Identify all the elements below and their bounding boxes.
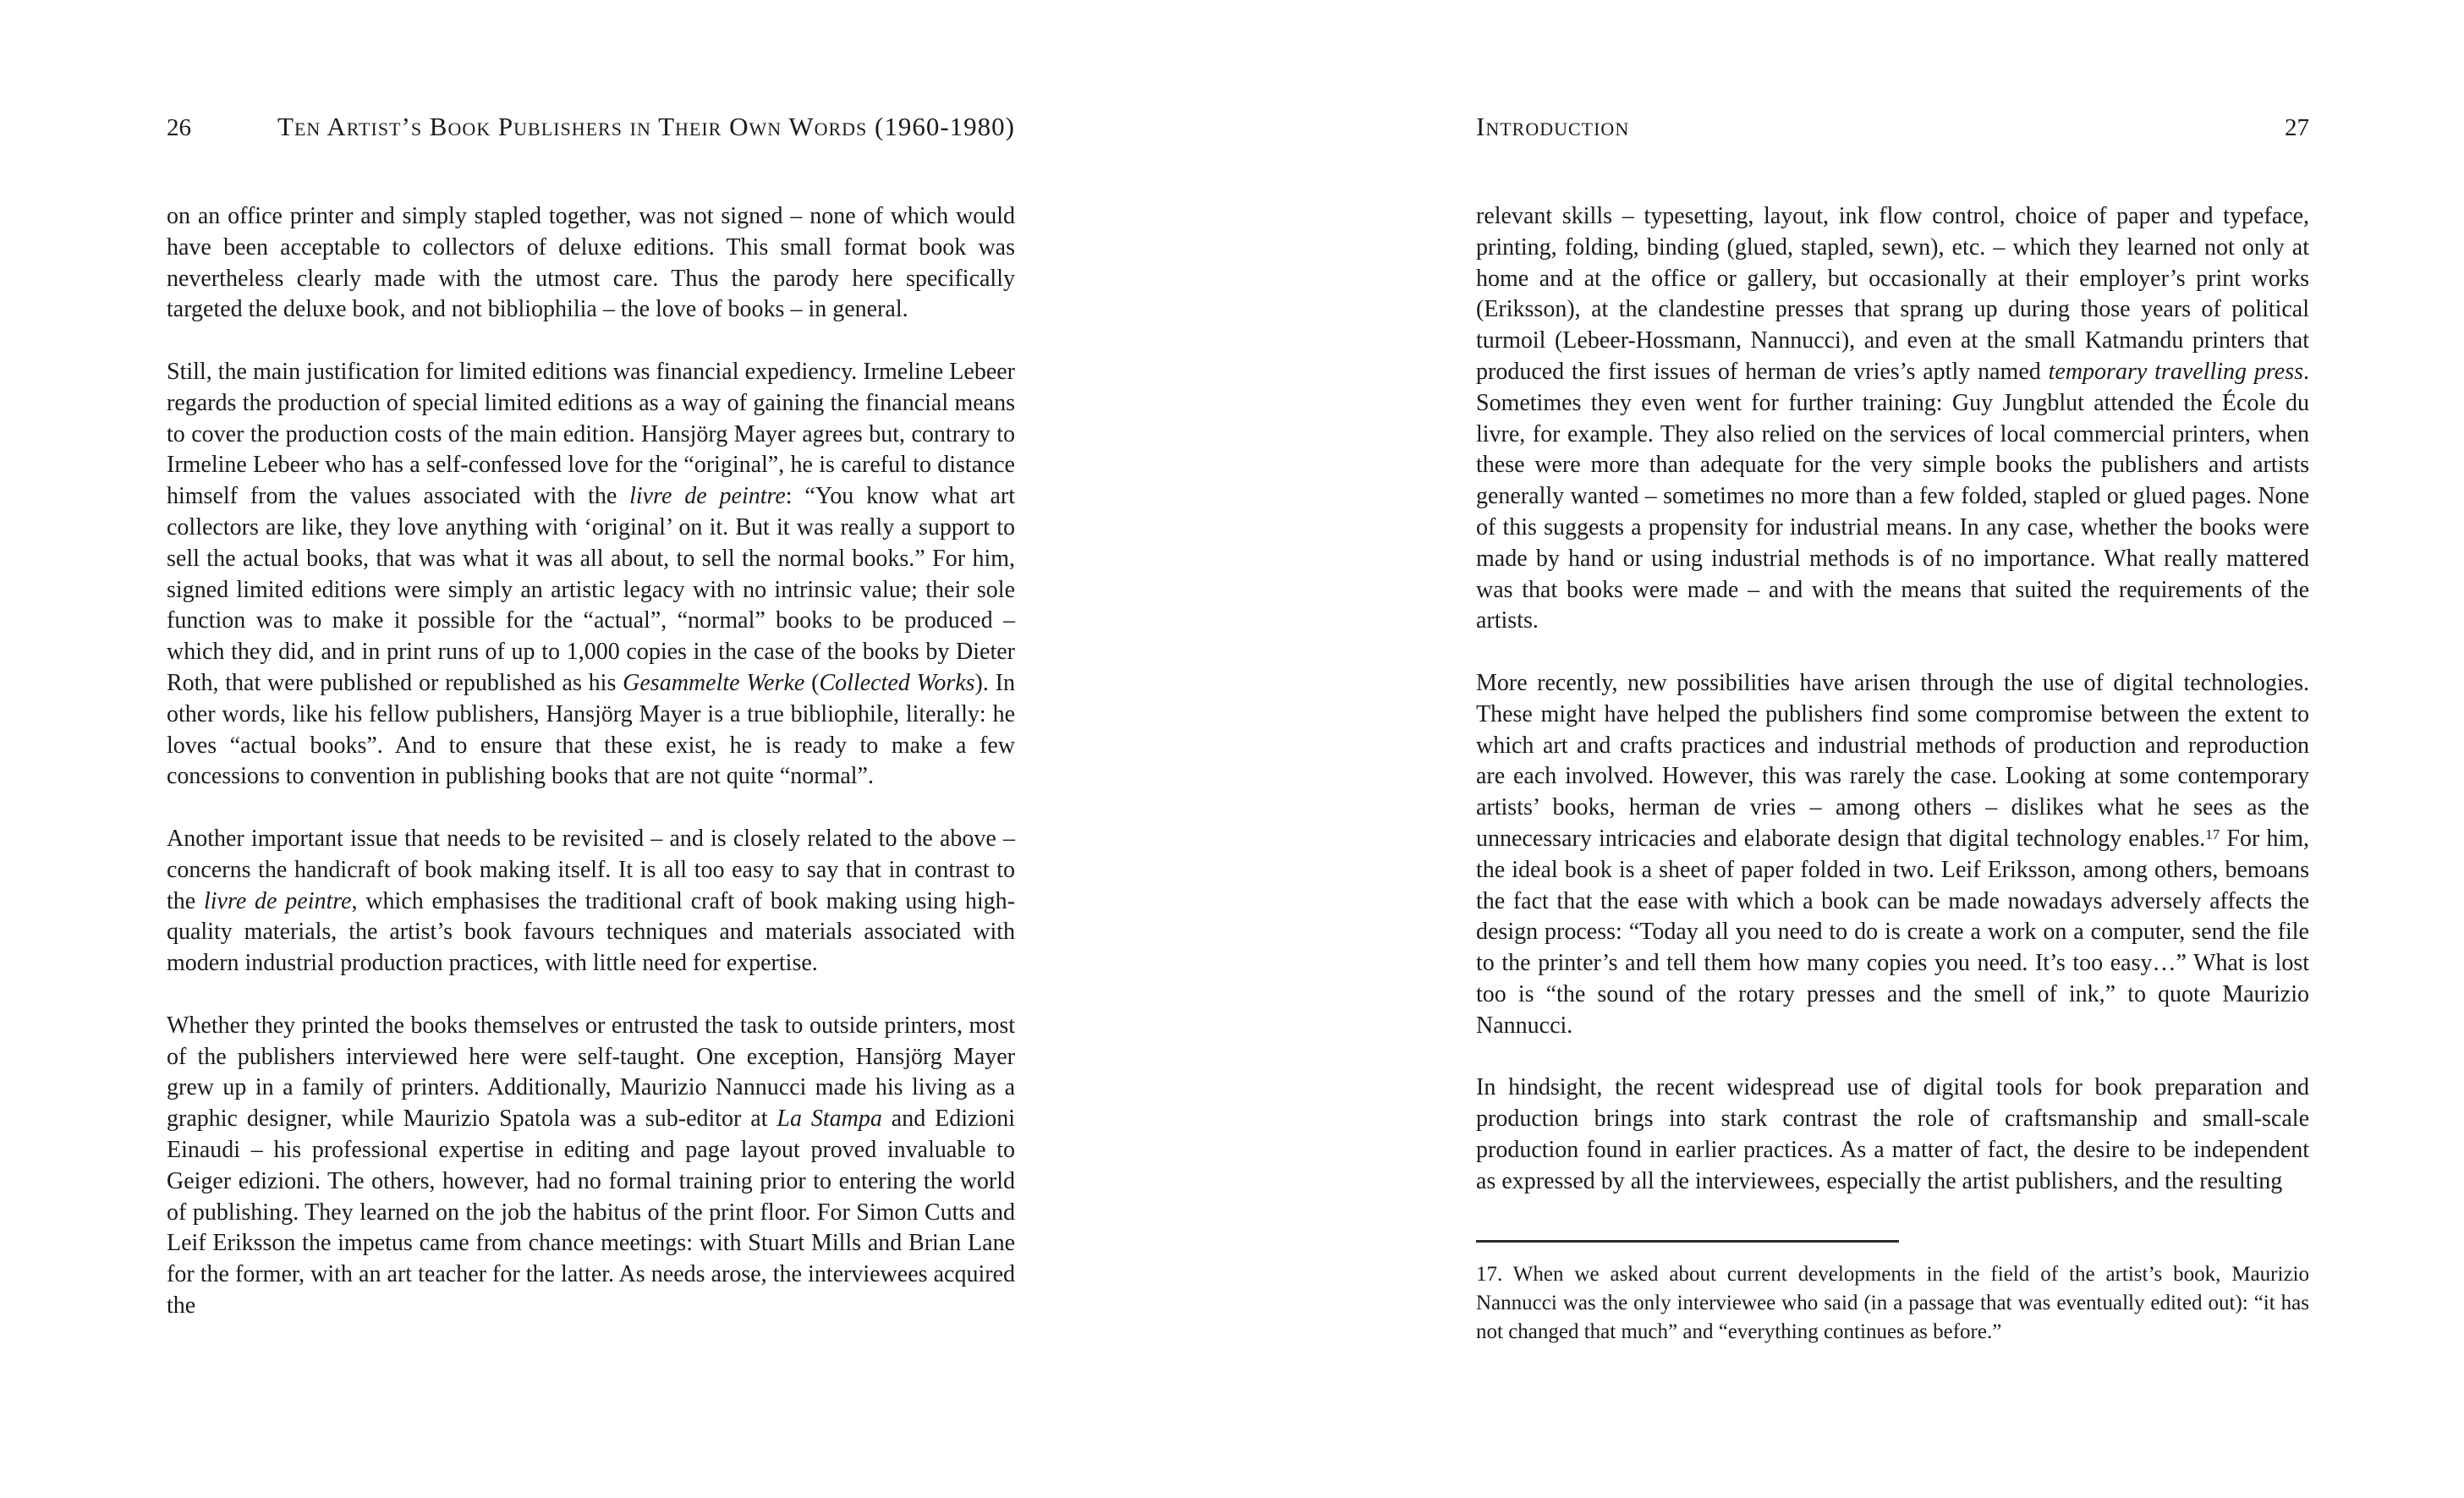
footnote	[1476, 1260, 2309, 1347]
running-head-left: Ten Artist’s Book Publishers in Their Own Words (1960-1980)	[277, 112, 1015, 141]
text-run: , which emphasises the traditional craft of book making using high-quality materials, the artist’s book favours techniques and materials associated with modern industrial production practices, with little need for expertise.	[167, 887, 1015, 977]
text-run: relevant skills – typesetting, layout, ink flow control, choice of paper and typeface, printing, folding, binding (glued, stapled, sewn), etc. – which they learned not only at home and at the office or gallery, but occasionally at their employer’s print works (Eriksson), at the clandestine presses that sprang up during those years of political turmoil (Lebeer-Hossmann, Nannucci), and even at the small Katmandu printers that produced the first issues of herman de vries’s aptly named	[1476, 203, 2309, 385]
italic-text: Collected Works	[819, 669, 975, 696]
italic-text: temporary travelling press	[2048, 358, 2303, 385]
text-run: For him, the ideal book is a sheet of paper folded in two. Leif Eriksson, among others, bemoans the fact that the ease with which a book can be made nowadays adversely affects the design process: “Today all you need to do is create a work on a computer, send the file to the printer’s and tell them how many copies you need. It’s too easy…” What is lost too is “the sound of the rotary presses and the smell of ink,” to quote Maurizio Nannucci.	[1476, 825, 2309, 1039]
text-run: . Sometimes they even went for further training: Guy Jungblut attended the École du livre, for example. They also relied on the services of local commercial printers, when these were more than adequate for the very simple books the publishers and artists generally wanted – sometimes no more than a few folded, stapled or glued pages. None of this suggests a propensity for industrial means. In any case, whether the books were made by hand or using industrial methods is of no importance. What really mattered was that books were made – and with the means that suited the requirements of the artists.	[1476, 358, 2309, 634]
text-run: ). In other words, like his fellow publishers, Hansjörg Mayer is a true bibliophile, literally: he loves “actual books”. And to ensure that these exist, he is ready to make a few concessions to convention in publishing books that are not quite “normal”.	[167, 669, 1016, 790]
italic-text: livre de peintre	[629, 483, 786, 510]
text-run: Whether they printed the books themselves or entrusted the task to outside printers, most of the publishers interviewed here were self-taught. One exception, Hansjörg Mayer grew up in a family of printers. Additionally, Maurizio Nannucci made his living as a graphic designer, while Maurizio Spatola was a sub-editor at	[167, 1012, 1015, 1133]
footnote-rule	[1476, 1240, 1899, 1243]
left-page-body	[167, 201, 1015, 1322]
page-number-left: 26	[167, 114, 191, 141]
left-page-header	[167, 112, 1015, 142]
text-run: Another important issue that needs to be revisited – and is closely related to the above – concerns the handicraft of book making itself. It is all too easy to say that in contrast to the	[167, 825, 1015, 914]
paragraph	[1476, 1260, 2309, 1347]
text-run: Still, the main justification for limited editions was financial expediency. Irmeline Lebeer regards the production of special limited editions as a way of gaining the financial means to cover the production costs of the main edition. Hansjörg Mayer agrees but, contrary to Irmeline Lebeer who has a self-confessed love for the “original”, he is careful to distance himself from the values associated with the	[167, 358, 1015, 510]
text-run: on an office printer and simply stapled together, was not signed – none of which would have been acceptable to collectors of deluxe editions. This small format book was nevertheless clearly made with the utmost care. Thus the parody here specifically targeted the deluxe book, and not bibliophilia – the love of books – in general.	[167, 203, 1015, 323]
paragraph	[1476, 201, 2309, 637]
text-run: (	[804, 669, 820, 696]
text-run: 17. When we asked about current developments in the field of the artist’s book, Maurizio Nannucci was the only interviewee who said (in a passage that was eventually edited out): “it has not changed that much” and “everything continues as before.”	[1476, 1263, 2309, 1343]
paragraph	[167, 824, 1015, 979]
footnote-reference: 17	[2205, 826, 2220, 843]
paragraph	[167, 1011, 1015, 1322]
italic-text: Gesammelte Werke	[623, 669, 805, 696]
italic-text: La Stampa	[777, 1106, 882, 1133]
paragraph	[167, 357, 1015, 793]
paragraph	[1476, 1073, 2309, 1197]
right-page-body	[1476, 201, 2309, 1198]
paragraph	[167, 201, 1015, 326]
text-run: and Edizioni Einaudi – his professional expertise in editing and page layout proved invaluable to Geiger edizioni. The others, however, had no formal training prior to entering the world of publishing. They learned on the job the habitus of the print floor. For Simon Cutts and Leif Eriksson the impetus came from chance meetings: with Stuart Mills and Brian Lane for the former, with an art teacher for the latter. As needs arose, the interviewees acquired the	[167, 1106, 1016, 1319]
text-run: : “You know what art collectors are like, they love anything with ‘original’ on it. But it was really a support to sell the actual books, that was what it was all about, to sell the normal books.” For him, signed limited editions were simply an artistic legacy with no intrinsic value; their sole function was to make it possible for the “actual”, “normal” books to be produced – which they did, and in print runs of up to 1,000 copies in the case of the books by Dieter Roth, that were published or republished as his	[167, 483, 1015, 696]
italic-text: livre de peintre	[204, 887, 352, 914]
right-page-header	[1476, 112, 2309, 142]
text-run: In hindsight, the recent widespread use of digital tools for book preparation and production brings into stark contrast the role of craftsmanship and small-scale production found in earlier practices. As a matter of fact, the desire to be independent as expressed by all the interviewees, especially the artist publishers, and the resulting	[1476, 1074, 2309, 1194]
running-head-right: Introduction	[1476, 112, 1630, 141]
page-number-right: 27	[2285, 114, 2309, 141]
paragraph	[1476, 668, 2309, 1042]
text-run: More recently, new possibilities have arisen through the use of digital technologies. These might have helped the publishers find some compromise between the extent to which art and crafts practices and industrial methods of production and reproduction are each involved. However, this was rarely the case. Looking at some contemporary artists’ books, herman de vries – among others – dislikes what he sees as the unnecessary intricacies and elaborate design that digital technology enables.	[1476, 669, 2309, 852]
